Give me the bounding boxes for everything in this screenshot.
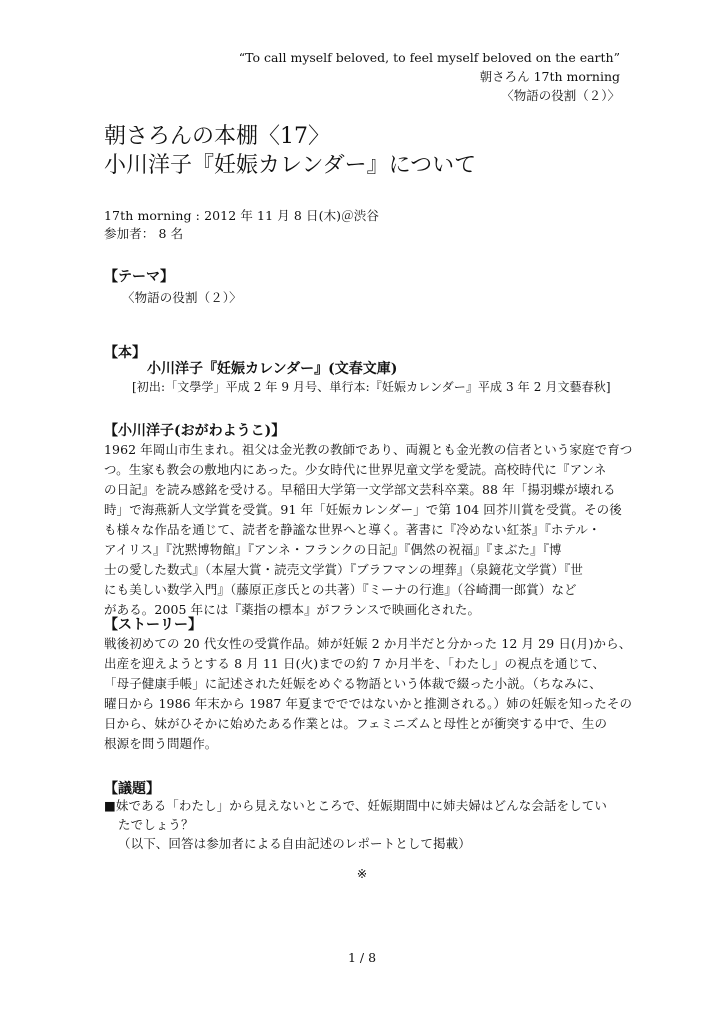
author-heading: 【小川洋子(おがわようこ)】	[104, 423, 286, 439]
book-heading: 【本】	[104, 345, 146, 361]
page-title-line1: 朝さろんの本棚〈17〉	[104, 124, 330, 149]
topic-heading: 【議題】	[104, 781, 160, 797]
page-title-line2: 小川洋子『妊娠カレンダー』について	[104, 153, 477, 178]
header-quote: “To call myself beloved, to feel myself beloved on the earth”	[238, 50, 620, 65]
story-line: 出産を迎えようとする 8 月 11 日(火)までの約 7 か月半を、「わたし」の視点を通じて、	[104, 656, 606, 671]
story-line: 「母子健康手帳」に記述された妊娠をめぐる物語という体裁で綴った小説。（ちなみに、	[104, 676, 602, 691]
author-line: がある。2005 年には『薬指の標本』がフランスで映画化された。	[104, 602, 481, 617]
book-title: 小川洋子『妊娠カレンダー』(文春文庫)	[147, 361, 398, 377]
author-line: 時」で海燕新人文学賞を受賞。91 年「妊娠カレンダー」で第 104 回芥川賞を受賞。その後	[104, 502, 622, 517]
author-line: にも美しい数学入門』（藤原正彦氏との共著）『ミーナの行進』（谷崎潤一郎賞）など	[104, 582, 577, 597]
story-line: 戦後初めての 20 代女性の受賞作品。姉が妊娠 2 か月半だと分かった 12 月 29 日(月)から、	[104, 636, 632, 651]
reference-mark: ※	[356, 866, 368, 881]
author-line: つ。生家も教会の敷地内にあった。少女時代に世界児童文学を愛読。高校時代に『アンネ	[104, 462, 607, 477]
story-line: 日から、妹がひそかに始めたある作業とは。フェミニズムと母性とが衝突する中で、生の	[104, 716, 608, 731]
story-line: 根源を問う問題作。	[104, 736, 218, 751]
topic-note: （以下、回答は参加者による自由記述のレポートとして掲載）	[118, 836, 471, 851]
story-body	[104, 634, 633, 754]
topic-question: ■妹である「わたし」から見えないところで、妊娠期間中に姉夫婦はどんな会話をしてい	[104, 798, 607, 813]
author-line: の日記』を読み感銘を受ける。早稲田大学第一文学部文芸科卒業。88 年「揚羽蝶が壊れる	[104, 482, 616, 497]
story-heading: 【ストーリー】	[104, 617, 202, 633]
story-line: 曜日から 1986 年末から 1987 年夏まででではないかと推測される。）姉の妊娠を知ったその	[104, 696, 633, 711]
author-line: 士の愛した数式』（本屋大賞・読売文学賞）『ブラフマンの埋葬』（泉鏡花文学賞）『世	[104, 562, 584, 577]
author-line: アイリス』『沈黙博物館』『アンネ・フランクの日記』『偶然の祝福』『まぶた』『博	[104, 542, 562, 557]
topic-question-cont: たでしょう？	[118, 817, 194, 832]
author-body	[104, 440, 633, 620]
author-line: 1962 年岡山市生まれ。祖父は金光教の教師であり、両親とも金光教の信者という家庭で育つ	[104, 442, 633, 457]
author-line: も様々な作品を通じて、読者を静謐な世界へと導く。著書に『冷めない紅茶』『ホテル・	[104, 522, 601, 537]
meta-date: 17th morning : 2012 年 11 月 8 日(木)＠渋谷	[104, 208, 379, 223]
theme-text: 〈物語の役割（２）〉	[122, 290, 242, 305]
page-number: 1 / 8	[347, 950, 377, 965]
meta-participants: 参加者： 8 名	[104, 226, 184, 241]
book-note: [初出:「文學学」平成 2 年 9 月号、単行本:『妊娠カレンダー』平成 3 年 2 月文藝春秋]	[132, 380, 611, 394]
theme-heading: 【テーマ】	[104, 269, 174, 285]
header-subtitle: 朝さろん 17th morning	[479, 69, 620, 84]
header-section: 〈物語の役割（２）〉	[501, 88, 620, 103]
